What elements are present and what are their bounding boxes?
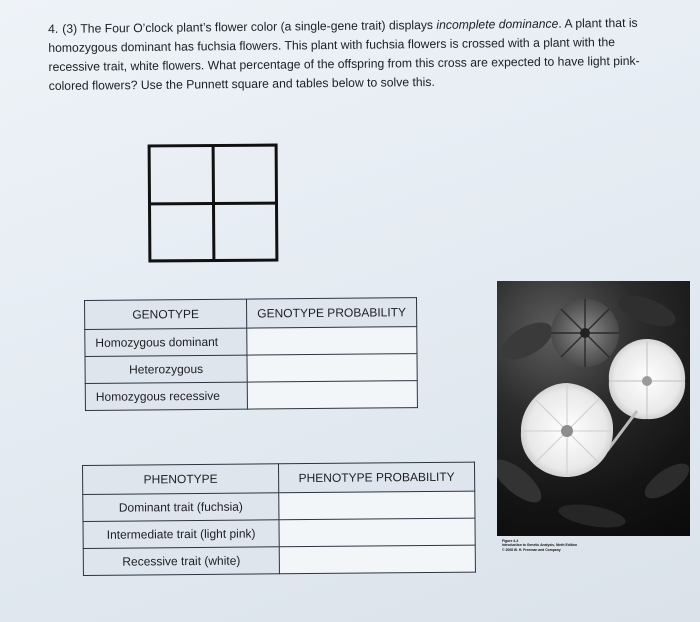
question-emphasis: incomplete dominance: [436, 16, 559, 32]
phenotype-probability-cell[interactable]: [279, 491, 475, 520]
genotype-table: [84, 297, 418, 411]
phenotype-header: PHENOTYPE: [83, 464, 279, 495]
phenotype-probability-cell[interactable]: [279, 545, 475, 574]
phenotype-probability-header: PHENOTYPE PROBABILITY: [278, 462, 474, 493]
phenotype-label: Intermediate trait (light pink): [83, 520, 279, 549]
figure-caption: [502, 539, 632, 552]
white-flower-icon: [521, 383, 613, 477]
genotype-probability-cell[interactable]: [247, 381, 417, 409]
question-text: [48, 14, 669, 96]
dark-flower-icon: [551, 299, 619, 367]
phenotype-header-row: [83, 462, 475, 494]
question-text-part1: (3) The Four O’clock plant’s flower color (a single-gene trait) displays: [62, 17, 434, 36]
punnett-horizontal-divider: [151, 201, 275, 205]
punnett-square: [148, 144, 279, 263]
figure-caption-line: © 2008 W. H. Freeman and Company: [502, 547, 561, 552]
genotype-label: Heterozygous: [85, 355, 247, 383]
phenotype-table: [82, 462, 476, 576]
genotype-header: GENOTYPE: [85, 299, 247, 329]
phenotype-probability-cell[interactable]: [279, 518, 475, 547]
genotype-probability-cell[interactable]: [247, 327, 417, 355]
table-row: [85, 381, 417, 411]
table-row: [85, 327, 417, 357]
figure-caption-line: Introduction to Genetic Analysis, Ninth Edition: [502, 543, 578, 548]
genotype-probability-header: GENOTYPE PROBABILITY: [246, 298, 416, 328]
table-row: [83, 545, 475, 575]
four-oclock-flower-photo: [497, 281, 690, 536]
genotype-header-row: [85, 298, 417, 330]
question-number: 4.: [48, 21, 59, 36]
genotype-label: Homozygous recessive: [85, 382, 247, 410]
phenotype-label: Recessive trait (white): [83, 547, 279, 576]
table-row: [85, 354, 417, 384]
genotype-probability-cell[interactable]: [247, 354, 417, 382]
flower-illustration: [497, 281, 690, 536]
phenotype-label: Dominant trait (fuchsia): [83, 493, 279, 522]
table-row: [83, 491, 475, 521]
question-text-part2: . A plant that is homozygous dominant has fuchsia flowers. This plant with fuchsia flowers is crossed with a plant with the recessive trait, white flowers. What percentage of the offspring from this cross are expected to have light pink-colored flowers? Use the Punnett square and tables below to solve this.: [48, 15, 640, 93]
table-row: [83, 518, 475, 548]
genotype-label: Homozygous dominant: [85, 328, 247, 356]
white-flower-icon: [607, 339, 685, 451]
figure-caption-line: Figure 4-4: [502, 539, 519, 543]
